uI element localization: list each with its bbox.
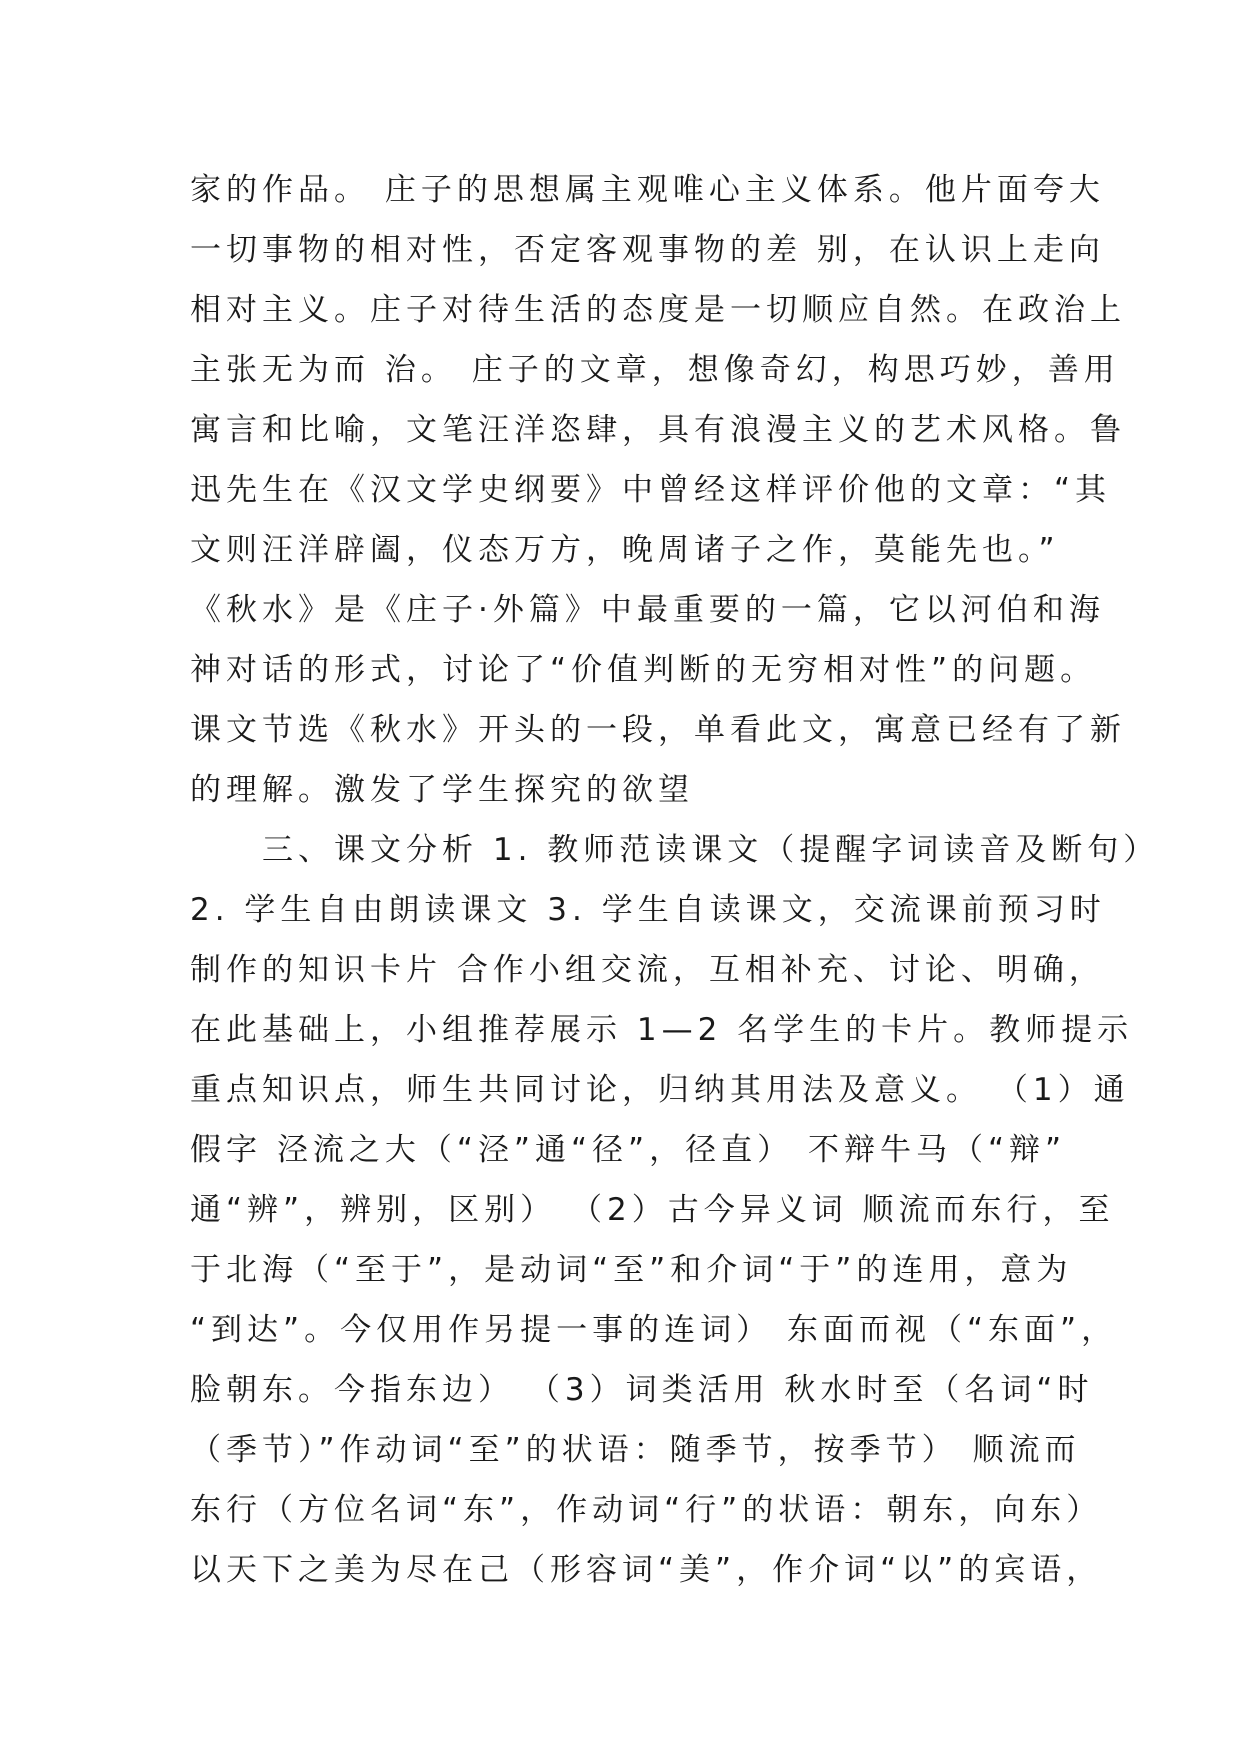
text-line: 《秋水》是《庄子·外篇》中最重要的一篇，它以河伯和海 <box>190 592 1105 628</box>
text-line: 2. 学生自由朗读课文 3. 学生自读课文，交流课前预习时 <box>190 892 1106 928</box>
text-line: 迅先生在《汉文学史纲要》中曾经这样评价他的文章：“其 <box>190 472 1112 508</box>
text-line: 脸朝东。今指东边） （3）词类活用 秋水时至（名词“时 <box>190 1372 1094 1408</box>
text-line: 于北海（“至于”，是动词“至”和介词“于”的连用，意为 <box>190 1252 1073 1288</box>
text-line: 主张无为而 治。 庄子的文章，想像奇幻，构思巧妙，善用 <box>190 352 1120 388</box>
text-line: 制作的知识卡片 合作小组交流，互相补充、讨论、明确， <box>190 952 1105 988</box>
text-line: 的理解。激发了学生探究的欲望 <box>190 772 694 808</box>
text-line: 文则汪洋辟阖，仪态万方，晚周诸子之作，莫能先也。” <box>190 532 1060 568</box>
text-line: 一切事物的相对性，否定客观事物的差 别，在认识上走向 <box>190 232 1105 268</box>
text-line: 重点知识点，师生共同讨论，归纳其用法及意义。 （1）通 <box>190 1072 1130 1108</box>
text-line: （季节）”作动词“至”的状语：随季节，按季节） 顺流而 <box>190 1432 1081 1468</box>
text-line: 神对话的形式，讨论了“价值判断的无穷相对性”的问题。 <box>190 652 1097 688</box>
text-line: 在此基础上，小组推荐展示 1—2 名学生的卡片。教师提示 <box>190 1012 1134 1048</box>
text-line: 东行（方位名词“东”，作动词“行”的状语：朝东，向东） <box>190 1492 1103 1528</box>
text-line: 家的作品。 庄子的思想属主观唯心主义体系。他片面夸大 <box>190 172 1105 208</box>
text-line: “到达”。今仅用作另提一事的连词） 东面而视（“东面”， <box>190 1312 1118 1348</box>
body-text <box>190 160 1160 1600</box>
section-heading-line: 三、课文分析 1. 教师范读课文（提醒字词读音及断句） <box>190 832 1160 868</box>
text-line: 假字 泾流之大（“泾”通“径”，径直） 不辩牛马（“辩” <box>190 1132 1067 1168</box>
text-line: 相对主义。庄子对待生活的态度是一切顺应自然。在政治上 <box>190 292 1126 328</box>
text-line: 以天下之美为尽在己（形容词“美”，作介词“以”的宾语， <box>190 1552 1103 1588</box>
text-line: 课文节选《秋水》开头的一段，单看此文，寓意已经有了新 <box>190 712 1126 748</box>
text-line: 通“辨”，辨别，区别） （2）古今异义词 顺流而东行，至 <box>190 1192 1115 1228</box>
text-line: 寓言和比喻，文笔汪洋恣肆，具有浪漫主义的艺术风格。鲁 <box>190 412 1126 448</box>
